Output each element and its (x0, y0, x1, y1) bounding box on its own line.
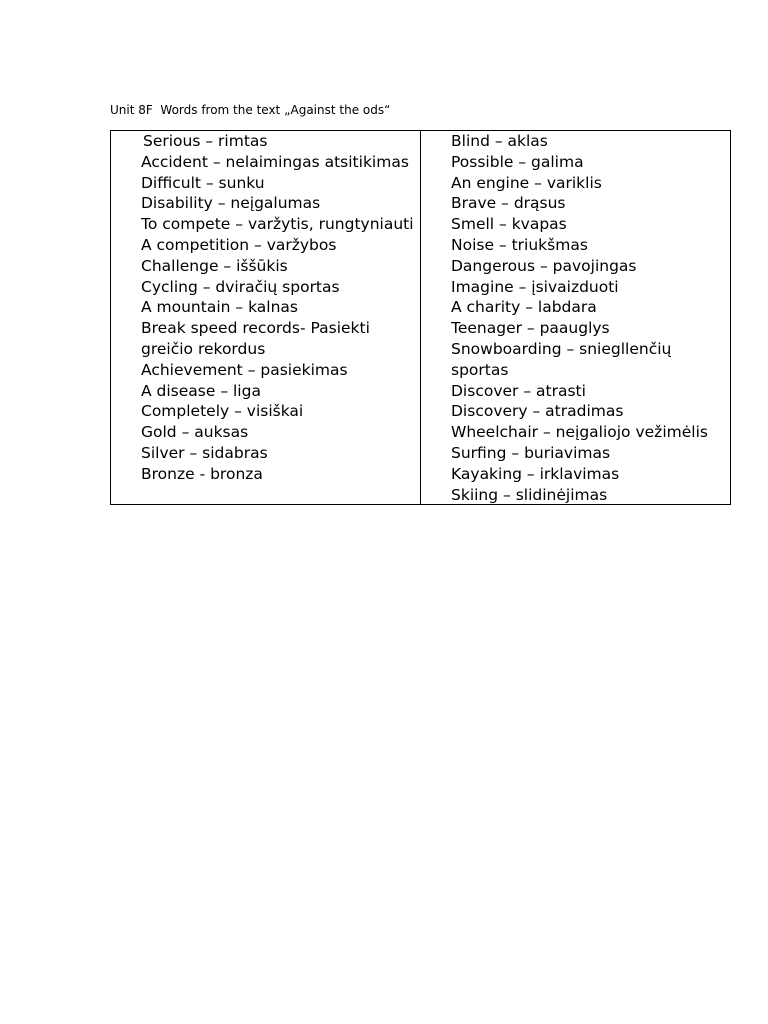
vocabulary-table (110, 130, 731, 505)
vocab-entry: Surfing – buriavimas (451, 443, 611, 462)
vocab-entry: Noise – triukšmas (451, 235, 588, 254)
vocab-entry: Possible – galima (451, 152, 584, 171)
vocab-entry: Disability – neįgalumas (141, 194, 321, 213)
vocab-entry: Gold – auksas (141, 423, 249, 442)
vocab-entry: Completely – visiškai (141, 402, 304, 421)
vocab-entry: Smell – kvapas (451, 215, 567, 234)
vocab-entry: Dangerous – pavojingas (451, 256, 637, 275)
vocab-entry: Kayaking – irklavimas (451, 464, 620, 483)
vocab-entry: Discover – atrasti (451, 381, 586, 400)
vocab-entry: Blind – aklas (451, 132, 548, 150)
vocab-entry: Bronze - bronza (141, 464, 263, 483)
left-column (111, 131, 421, 504)
vocab-entry: An engine – variklis (451, 173, 602, 192)
vocab-entry: Brave – drąsus (451, 194, 566, 213)
vocab-entry: Serious – rimtas (143, 132, 268, 150)
vocab-entry: Teenager – paauglys (451, 319, 610, 338)
vocab-entry: A charity – labdara (451, 298, 597, 317)
vocab-entry: Break speed records- Pasiekti greičio rekordus (141, 319, 370, 358)
right-word-list (451, 131, 730, 505)
vocab-entry: To compete – varžytis, rungtyniauti (141, 215, 414, 234)
vocab-entry: A mountain – kalnas (141, 298, 298, 317)
vocab-entry: Imagine – įsivaizduoti (451, 277, 619, 296)
right-column (421, 131, 730, 504)
vocab-entry: Accident – nelaimingas atsitikimas (141, 152, 409, 171)
left-word-list (141, 131, 420, 485)
vocab-entry: A disease – liga (141, 381, 261, 400)
vocab-entry: Challenge – iššūkis (141, 256, 288, 275)
vocab-entry: Cycling – dviračių sportas (141, 277, 340, 296)
vocab-entry: Snowboarding – sniegllenčių sportas (451, 339, 672, 379)
vocab-entry: Discovery – atradimas (451, 402, 624, 421)
vocab-entry: Difficult – sunku (141, 173, 265, 192)
vocab-entry: Achievement – pasiekimas (141, 360, 348, 379)
page-heading: Unit 8F Words from the text „Against the ods“ (110, 103, 391, 117)
vocab-entry: Silver – sidabras (141, 443, 268, 462)
vocab-entry: Wheelchair – neįgaliojo vežimėlis (451, 423, 708, 442)
vocab-entry: A competition – varžybos (141, 235, 337, 254)
vocab-entry: Skiing – slidinėjimas (451, 485, 608, 504)
